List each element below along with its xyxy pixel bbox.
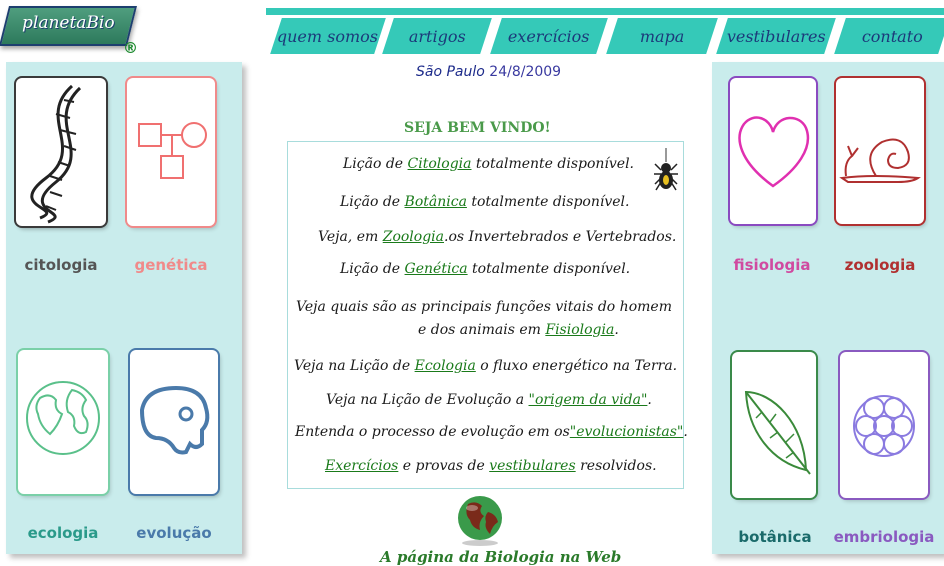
right-panel: [712, 62, 944, 554]
link-fisiologia[interactable]: Fisiologia: [545, 322, 615, 338]
tab-exercicios[interactable]: exercícios: [490, 18, 608, 54]
link-botanica[interactable]: Botânica: [404, 194, 467, 210]
tab-vestibulares[interactable]: vestibulares: [716, 18, 836, 54]
link-origem-da-vida[interactable]: "origem da vida": [528, 392, 648, 408]
link-vestibulares[interactable]: vestibulares: [489, 458, 576, 474]
news-fisiologia-2: e dos animais em Fisiologia.: [418, 322, 619, 338]
tab-artigos[interactable]: artigos: [382, 18, 492, 54]
earth-globe-icon: [452, 494, 508, 546]
link-exercicios[interactable]: Exercícios: [325, 458, 399, 474]
news-zoologia: Veja, em Zoologia.os Invertebrados e Vertebrados.: [318, 229, 677, 245]
left-panel: [6, 62, 242, 554]
city-text: São Paulo: [416, 64, 485, 80]
label-botanica[interactable]: botânica: [738, 528, 812, 546]
embryo-icon: [840, 352, 928, 498]
news-exercicios: Exercícios e provas de vestibulares resolvidos.: [325, 458, 657, 474]
heart-icon: [730, 78, 816, 224]
card-fisiologia[interactable]: [730, 78, 816, 224]
news-evolucionistas: Entenda o processo de evolução em os"evolucionistas".: [295, 424, 688, 440]
label-embriologia[interactable]: embriologia: [833, 528, 935, 546]
card-evolucao[interactable]: [130, 350, 218, 494]
news-ecologia: Veja na Lição de Ecologia o fluxo energético na Terra.: [294, 358, 678, 374]
label-zoologia[interactable]: zoologia: [844, 256, 916, 274]
skull-icon: [130, 350, 218, 494]
link-citologia[interactable]: Citologia: [407, 156, 472, 172]
label-fisiologia[interactable]: fisiologia: [733, 256, 811, 274]
label-genetica[interactable]: genética: [134, 256, 208, 274]
link-genetica[interactable]: Genética: [404, 261, 468, 277]
card-botanica[interactable]: [732, 352, 816, 498]
dna-icon: [16, 78, 106, 226]
link-zoologia[interactable]: Zoologia: [382, 229, 444, 245]
globe-icon: [18, 350, 108, 494]
news-origem: Veja na Lição de Evolução a "origem da vida".: [326, 392, 652, 408]
link-evolucionistas[interactable]: "evolucionistas": [569, 424, 684, 440]
welcome-heading: SEJA BEM VINDO!: [404, 120, 551, 136]
spider-icon: [653, 148, 679, 196]
card-ecologia[interactable]: [18, 350, 108, 494]
card-embriologia[interactable]: [840, 352, 928, 498]
site-tagline: A página da Biologia na Web: [380, 548, 622, 566]
label-ecologia[interactable]: ecologia: [27, 524, 99, 542]
card-genetica[interactable]: [127, 78, 215, 226]
news-genetica: Lição de Genética totalmente disponível.: [340, 261, 631, 277]
tab-quem-somos[interactable]: quem somos: [270, 18, 386, 54]
registered-mark: ®: [123, 39, 138, 57]
site-logo[interactable]: [4, 6, 132, 48]
news-botanica: Lição de Botânica totalmente disponível.: [340, 194, 630, 210]
label-citologia[interactable]: citologia: [24, 256, 98, 274]
logo-text: planetaBio: [22, 13, 115, 33]
leaf-icon: [732, 352, 816, 498]
pedigree-icon: [127, 78, 215, 226]
card-citologia[interactable]: [16, 78, 106, 226]
tab-contato[interactable]: contato: [834, 18, 944, 54]
snail-icon: [836, 78, 924, 224]
news-fisiologia-1: Veja quais são as principais funções vitais do homem: [296, 299, 672, 315]
main-nav: [262, 8, 944, 54]
date-line: [416, 64, 561, 80]
label-evolucao[interactable]: evolução: [136, 524, 212, 542]
card-zoologia[interactable]: [836, 78, 924, 224]
tab-mapa[interactable]: mapa: [606, 18, 718, 54]
nav-top-bar: [266, 8, 944, 15]
date-text: 24/8/2009: [489, 64, 562, 80]
news-citologia: Lição de Citologia totalmente disponível.: [343, 156, 635, 172]
link-ecologia[interactable]: Ecologia: [414, 358, 476, 374]
